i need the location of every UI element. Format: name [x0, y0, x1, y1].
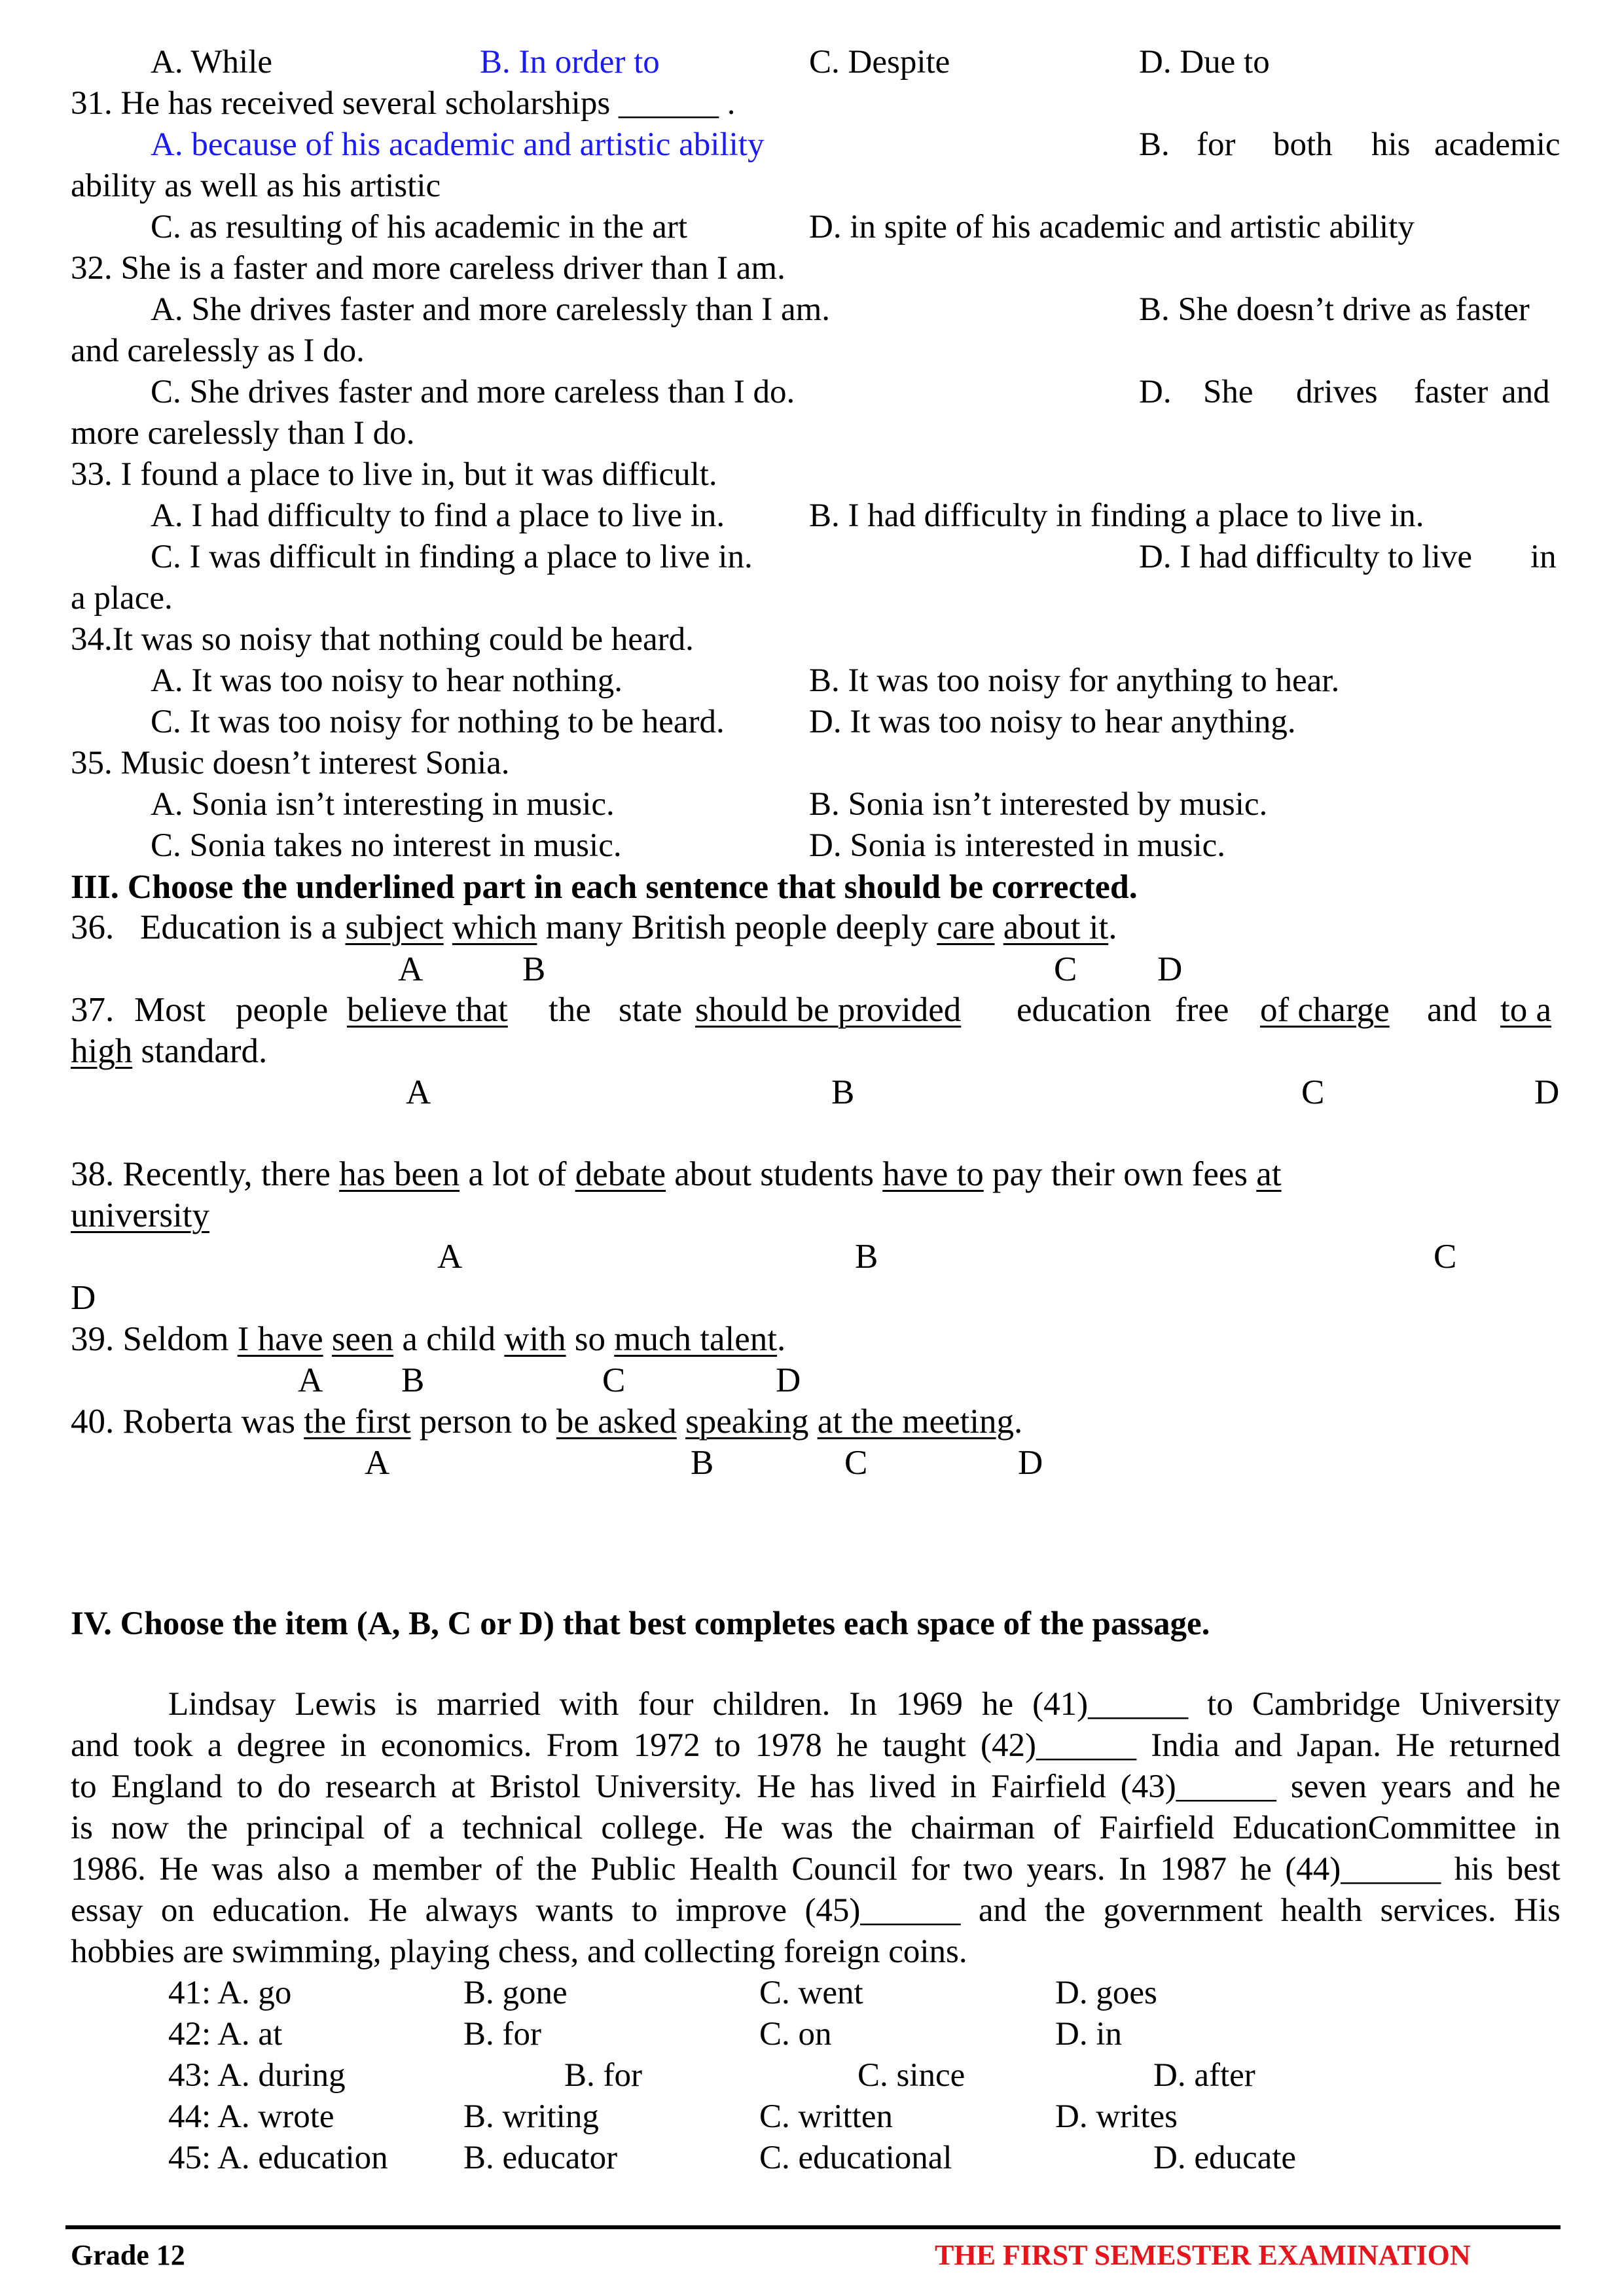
word: for	[1197, 126, 1236, 163]
word: education	[1017, 991, 1152, 1029]
q39-label-a: A	[298, 1361, 323, 1399]
passage-word: he	[1528, 1768, 1561, 1805]
passage-word: He	[1396, 1727, 1435, 1764]
word: lot	[492, 1155, 530, 1193]
passage-word: married	[437, 1686, 541, 1723]
passage-word: He	[159, 1851, 198, 1888]
passage-word: was	[781, 1810, 834, 1846]
q39-part-b: seen	[331, 1320, 394, 1358]
q34-option-c: C. It was too noisy for nothing to be heard.	[151, 704, 725, 740]
q40-part-c: speaking	[685, 1403, 809, 1441]
passage-line	[71, 1894, 1561, 1928]
q33-option-d: D. I had difficulty to live	[1139, 539, 1472, 575]
word: and	[1427, 991, 1477, 1029]
passage-word: he	[836, 1727, 869, 1764]
word: the	[549, 991, 591, 1029]
word: D.	[1139, 374, 1172, 410]
passage-word: lived	[869, 1768, 936, 1805]
passage-word: his	[1454, 1851, 1494, 1888]
q39-sentence	[71, 1322, 785, 1357]
word: his	[1371, 126, 1411, 163]
passage-word: on	[160, 1892, 194, 1929]
passage-word: college.	[601, 1810, 706, 1846]
passage-word: Fairfield	[1099, 1810, 1214, 1846]
passage-word: technical	[462, 1810, 583, 1846]
passage-word: with	[559, 1686, 619, 1723]
word: Recently,	[122, 1155, 253, 1193]
passage-word: (41)______	[1032, 1686, 1189, 1723]
q36-label-a: A	[398, 950, 424, 988]
word: person to	[419, 1403, 548, 1441]
passage-word: is	[71, 1810, 94, 1846]
q36-part-a: subject	[345, 908, 444, 946]
word: Most	[134, 991, 206, 1029]
q38-part-b: debate	[575, 1155, 666, 1193]
q36-number: 36.	[71, 908, 115, 946]
passage-word: the	[536, 1851, 577, 1888]
word: free	[1175, 991, 1229, 1029]
q32-option-a: A. She drives faster and more carelessly than I am.	[151, 291, 831, 328]
word: their	[1051, 1155, 1115, 1193]
q38-part-a: has been	[339, 1155, 460, 1193]
word: 39. Seldom	[71, 1320, 229, 1358]
q40-sentence	[71, 1405, 1022, 1439]
q37-part-a: believe that	[347, 991, 508, 1029]
q40-label-d: D	[1018, 1444, 1043, 1482]
q33-option-a: A. I had difficulty to find a place to live in.	[151, 497, 725, 534]
q40-part-a: the first	[304, 1403, 411, 1441]
q34-option-d: D. It was too noisy to hear anything.	[809, 704, 1296, 740]
passage-word: 1987	[1160, 1851, 1227, 1888]
passage-word: always	[425, 1892, 518, 1929]
q38-part-d: at	[1256, 1155, 1282, 1193]
q45-option-c: C. educational	[759, 2140, 952, 2176]
q31-option-d: D. in spite of his academic and artistic ability	[809, 209, 1415, 245]
passage-word: to	[1207, 1686, 1233, 1723]
q39-label-b: B	[401, 1361, 425, 1399]
passage-word: (42)______	[981, 1727, 1136, 1764]
q38-label-c: C	[1434, 1238, 1457, 1276]
word: .	[776, 1320, 786, 1358]
q44-option-d: D. writes	[1055, 2098, 1178, 2135]
passage-word: (44)______	[1285, 1851, 1441, 1888]
passage-word: Japan.	[1297, 1727, 1382, 1764]
passage-word: research	[325, 1768, 437, 1805]
q36-part-c: care	[937, 908, 995, 946]
q40-part-b: be asked	[556, 1403, 677, 1441]
passage-word: and	[1234, 1727, 1282, 1764]
q39-label-d: D	[776, 1361, 801, 1399]
q35-option-c: C. Sonia takes no interest in music.	[151, 827, 622, 864]
passage-word: economics.	[380, 1727, 532, 1764]
passage-word: EducationCommittee	[1232, 1810, 1517, 1846]
word: 38.	[71, 1155, 115, 1193]
passage-word: a	[207, 1727, 223, 1764]
word: students	[760, 1155, 874, 1193]
footer-grade: Grade 12	[71, 2239, 185, 2271]
q30-option-c: C. Despite	[809, 44, 950, 81]
passage-word: to	[237, 1768, 263, 1805]
passage-word: and	[71, 1727, 119, 1764]
passage-word: is	[395, 1686, 418, 1723]
passage-word: of	[495, 1851, 523, 1888]
passage-word: to	[631, 1892, 658, 1929]
passage-word: Public	[590, 1851, 676, 1888]
q42-option-b: B. for	[463, 2016, 541, 2053]
passage-word: improve	[676, 1892, 787, 1929]
q30-option-b: B. In order to	[480, 44, 660, 81]
passage-word: (45)______	[804, 1892, 961, 1929]
passage-word: to	[714, 1727, 741, 1764]
passage-word: Cambridge	[1252, 1686, 1401, 1723]
passage-word: seven	[1290, 1768, 1367, 1805]
q37-part-d: to a	[1500, 991, 1551, 1029]
word: 37.	[71, 991, 115, 1029]
q36-sentence	[71, 910, 1117, 945]
word: B.	[1139, 126, 1170, 163]
passage-word: University.	[595, 1768, 742, 1805]
word: fees	[1191, 1155, 1248, 1193]
q42-option-a: 42: A. at	[168, 2016, 283, 2053]
q37-part-b: should be provided	[695, 991, 962, 1029]
passage-word: a	[344, 1851, 359, 1888]
q37-part-c: of charge	[1260, 991, 1390, 1029]
word: and	[1502, 374, 1550, 410]
q31-stem: 31. He has received several scholarships ______ .	[71, 85, 736, 122]
q37-part-d-cont: high	[71, 1032, 133, 1070]
q39-part-a: I have	[237, 1320, 323, 1358]
passage-word: was	[211, 1851, 264, 1888]
passage-word: in	[1534, 1810, 1561, 1846]
q45-option-d: D. educate	[1153, 2140, 1297, 2176]
passage-word: government	[1103, 1892, 1263, 1929]
q33-option-d-word: in	[1530, 539, 1557, 575]
passage-line	[71, 1729, 1561, 1763]
q31-option-b-continued: ability as well as his artistic	[71, 168, 441, 204]
q40-part-d: at the meeting	[817, 1403, 1014, 1441]
word: academic	[1434, 126, 1561, 163]
q33-option-b: B. I had difficulty in finding a place to live in.	[809, 497, 1424, 534]
q39-part-c: with	[504, 1320, 566, 1358]
passage-word: He	[757, 1768, 796, 1805]
q35-option-d: D. Sonia is interested in music.	[809, 827, 1226, 864]
word: faster	[1414, 374, 1489, 410]
passage-word: the	[851, 1810, 893, 1846]
passage-word: years.	[1026, 1851, 1106, 1888]
q33-option-c: C. I was difficult in finding a place to live in.	[151, 539, 753, 575]
footer-exam-title: THE FIRST SEMESTER EXAMINATION	[935, 2239, 1471, 2271]
passage-word: the	[1044, 1892, 1086, 1929]
word: drives	[1296, 374, 1378, 410]
q32-stem: 32. She is a faster and more careless driver than I am.	[71, 250, 785, 287]
passage-word: now	[111, 1810, 169, 1846]
q41-option-d: D. goes	[1055, 1975, 1157, 2011]
passage-line	[71, 1853, 1561, 1886]
passage-word: at	[451, 1768, 475, 1805]
q45-option-b: B. educator	[463, 2140, 618, 2176]
passage-word: services.	[1380, 1892, 1496, 1929]
q35-option-a: A. Sonia isn’t interesting in music.	[151, 786, 615, 823]
passage-word: Fairfield	[990, 1768, 1106, 1805]
q30-option-a: A. While	[151, 44, 273, 81]
q34-option-b: B. It was too noisy for anything to hear.	[809, 662, 1340, 699]
passage-word: also	[277, 1851, 331, 1888]
q44-option-a: 44: A. wrote	[168, 2098, 334, 2135]
passage-word: In	[1119, 1851, 1147, 1888]
q38-label-a: A	[437, 1238, 463, 1276]
passage-line	[71, 1812, 1561, 1845]
word: 40. Roberta was	[71, 1403, 295, 1441]
q42-option-c: C. on	[759, 2016, 832, 2053]
passage-word: and	[1466, 1768, 1515, 1805]
q32-option-b: B. She doesn’t drive as faster	[1139, 291, 1530, 328]
passage-word: chairman	[911, 1810, 1035, 1846]
word: state	[619, 991, 683, 1029]
passage-word: member	[372, 1851, 482, 1888]
word: so	[574, 1320, 605, 1358]
passage-word: In	[849, 1686, 877, 1723]
q40-label-a: A	[365, 1444, 390, 1482]
passage-word: of	[383, 1810, 411, 1846]
passage-word: He	[368, 1892, 408, 1929]
passage-word: His	[1514, 1892, 1561, 1929]
passage-word: 1969	[895, 1686, 963, 1723]
passage-word: returned	[1449, 1727, 1561, 1764]
passage-word: Health	[689, 1851, 778, 1888]
word: of	[537, 1155, 567, 1193]
passage-word: four	[638, 1686, 694, 1723]
passage-word: he	[1240, 1851, 1272, 1888]
passage-line	[71, 1770, 1561, 1804]
q36-text: many British people deeply	[545, 908, 929, 946]
passage-word: 1986.	[71, 1851, 146, 1888]
passage-word: do	[277, 1768, 311, 1805]
q36-part-d: about it	[1003, 908, 1109, 946]
word: people	[236, 991, 329, 1029]
q36-part-b: which	[452, 908, 537, 946]
q30-option-d: D. Due to	[1139, 44, 1270, 81]
q31-option-a: A. because of his academic and artistic ability	[151, 126, 765, 163]
q39-part-d: much talent	[614, 1320, 777, 1358]
word: .	[1013, 1403, 1023, 1441]
passage-word: England	[111, 1768, 223, 1805]
q34-option-a: A. It was too noisy to hear nothing.	[151, 662, 623, 699]
passage-word: He	[724, 1810, 763, 1846]
q36-label-d: D	[1157, 950, 1183, 988]
passage-word: 1978	[755, 1727, 822, 1764]
q40-label-c: C	[844, 1444, 868, 1482]
q32-option-c: C. She drives faster and more careless than I do.	[151, 374, 795, 410]
word: a	[468, 1155, 484, 1193]
passage-word: Council	[791, 1851, 897, 1888]
q43-option-b: B. for	[564, 2057, 642, 2094]
word: own	[1123, 1155, 1183, 1193]
footer-rule	[65, 2225, 1561, 2229]
passage-word: best	[1506, 1851, 1561, 1888]
q35-stem: 35. Music doesn’t interest Sonia.	[71, 745, 510, 781]
passage-word: in	[950, 1768, 977, 1805]
q33-stem: 33. I found a place to live in, but it was difficult.	[71, 456, 717, 493]
word: pay	[992, 1155, 1043, 1193]
passage-word: health	[1280, 1892, 1363, 1929]
passage-word: Lindsay	[168, 1686, 276, 1723]
q38-label-d: D	[71, 1279, 96, 1317]
q36-label-b: B	[522, 950, 546, 988]
passage-word: India	[1151, 1727, 1220, 1764]
q37-line-2	[71, 1034, 267, 1069]
passage-word: the	[187, 1810, 228, 1846]
q36-text: Education is a	[140, 908, 337, 946]
q34-stem: 34.It was so noisy that nothing could be heard.	[71, 621, 694, 658]
passage-word: From	[546, 1727, 619, 1764]
q37-label-c: C	[1301, 1073, 1325, 1111]
section-3-heading: III. Choose the underlined part in each sentence that should be corrected.	[71, 869, 1138, 906]
passage-word: University	[1419, 1686, 1561, 1723]
passage-word: wants	[535, 1892, 614, 1929]
word: a child	[402, 1320, 496, 1358]
q40-label-b: B	[691, 1444, 714, 1482]
passage-word: essay	[71, 1892, 143, 1929]
passage-word: years	[1381, 1768, 1452, 1805]
q41-option-b: B. gone	[463, 1975, 568, 2011]
passage-word: two	[963, 1851, 1013, 1888]
q43-option-c: C. since	[857, 2057, 965, 2094]
q36-label-c: C	[1054, 950, 1077, 988]
passage-word: Lewis	[295, 1686, 376, 1723]
passage-word: (43)______	[1120, 1768, 1276, 1805]
q35-option-b: B. Sonia isn’t interested by music.	[809, 786, 1268, 823]
passage-word: principal	[246, 1810, 365, 1846]
passage-word: for	[911, 1851, 950, 1888]
q33-option-d-continued: a place.	[71, 580, 173, 617]
q42-option-d: D. in	[1055, 2016, 1122, 2053]
q31-option-c: C. as resulting of his academic in the art	[151, 209, 688, 245]
passage-word: in	[340, 1727, 367, 1764]
section-4-heading: IV. Choose the item (A, B, C or D) that best completes each space of the passage.	[71, 1605, 1210, 1642]
passage-word: to	[71, 1768, 97, 1805]
passage-word: children.	[712, 1686, 831, 1723]
q43-option-a: 43: A. during	[168, 2057, 346, 2094]
q41-option-a: 41: A. go	[168, 1975, 292, 2011]
q38-part-c: have to	[882, 1155, 984, 1193]
passage-word: took	[133, 1727, 193, 1764]
passage-word: a	[429, 1810, 444, 1846]
q44-option-b: B. writing	[463, 2098, 599, 2135]
q45-option-a: 45: A. education	[168, 2140, 388, 2176]
q41-option-c: C. went	[759, 1975, 863, 2011]
passage-word: taught	[882, 1727, 966, 1764]
q44-option-c: C. written	[759, 2098, 893, 2135]
word: both	[1273, 126, 1333, 163]
passage-word: has	[810, 1768, 855, 1805]
passage-word: and	[978, 1892, 1027, 1929]
word: standard.	[141, 1032, 268, 1070]
q37-label-d: D	[1534, 1073, 1560, 1111]
q36-period: .	[1108, 908, 1117, 946]
passage-word: degree	[236, 1727, 326, 1764]
q38-part-d-cont: university	[71, 1196, 209, 1234]
passage-line	[168, 1688, 1561, 1721]
passage-word: education.	[212, 1892, 351, 1929]
q32-option-d-continued: more carelessly than I do.	[71, 415, 415, 452]
word: about	[674, 1155, 752, 1193]
passage-line: hobbies are swimming, playing chess, and collecting foreign coins.	[71, 1933, 967, 1970]
q32-option-b-continued: and carelessly as I do.	[71, 332, 365, 369]
q39-label-c: C	[602, 1361, 626, 1399]
passage-word: he	[981, 1686, 1014, 1723]
word: there	[261, 1155, 331, 1193]
word: She	[1203, 374, 1254, 410]
q43-option-d: D. after	[1153, 2057, 1255, 2094]
q38-sentence	[71, 1157, 1282, 1192]
passage-word: 1972	[633, 1727, 700, 1764]
passage-word: Bristol	[490, 1768, 581, 1805]
q37-label-a: A	[406, 1073, 431, 1111]
passage-word: of	[1053, 1810, 1081, 1846]
q38-label-b: B	[855, 1238, 878, 1276]
q37-label-b: B	[831, 1073, 855, 1111]
